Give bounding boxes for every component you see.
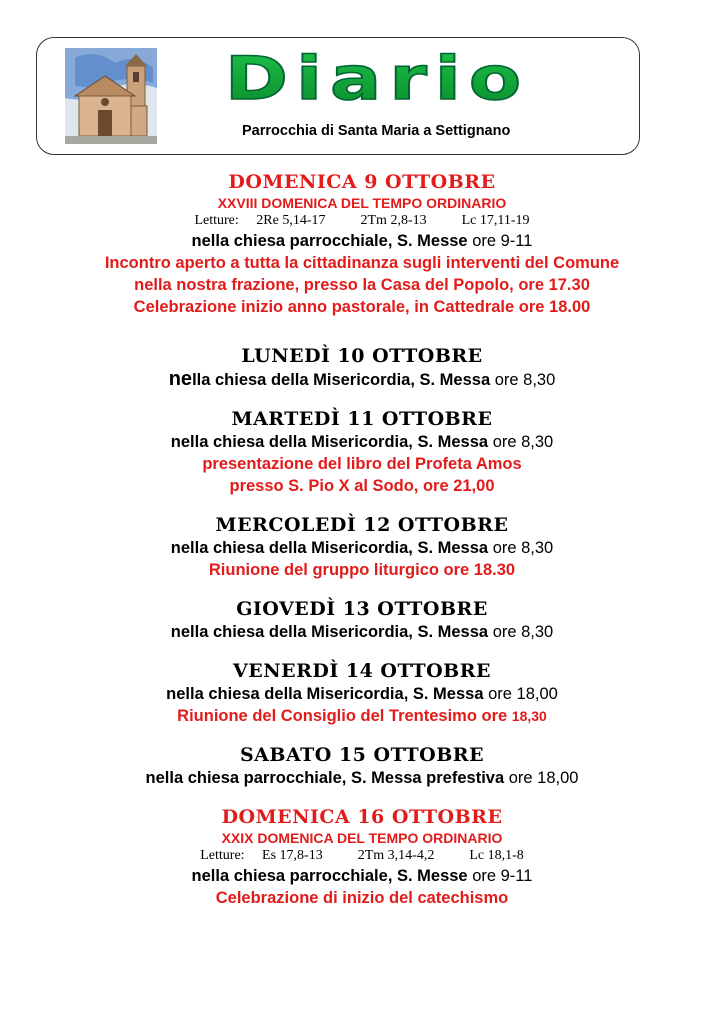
mass-line: nella chiesa parrocchiale, S. Messe ore 9-11 (191, 867, 533, 885)
diario-title (187, 32, 567, 122)
svg-text:Diario: Diario (224, 45, 530, 114)
note-line: Incontro aperto a tutta la cittadinanza sugli interventi del Comune (104, 254, 620, 272)
section-martedi-11 (0, 407, 724, 497)
day-heading: GIOVEDÌ 13 OTTOBRE (236, 598, 488, 620)
section-domenica-16 (0, 805, 724, 909)
note-line: presentazione del libro del Profeta Amos (202, 455, 522, 473)
note-line: nella nostra frazione, presso la Casa del Popolo, ore 17.30 (134, 276, 590, 294)
section-domenica-9 (0, 170, 724, 318)
readings: Letture: 2Re 5,14-17 2Tm 2,8-13 Lc 17,11-19 (194, 213, 530, 228)
church-image (65, 48, 157, 144)
mass-line: nella chiesa parrocchiale, S. Messe ore 9-11 (191, 232, 533, 250)
mass-line: nella chiesa della Misericordia, S. Messa ore 8,30 (170, 539, 554, 557)
schedule (0, 170, 724, 925)
section-mercoledi-12 (0, 513, 724, 581)
readings: Letture: Es 17,8-13 2Tm 3,14-4,2 Lc 18,1-8 (200, 848, 524, 863)
note-line: Celebrazione inizio anno pastorale, in Cattedrale ore 18.00 (133, 298, 591, 316)
section-lunedi-10 (0, 344, 724, 391)
day-heading: VENERDÌ 14 OTTOBRE (233, 660, 491, 682)
note-line: presso S. Pio X al Sodo, ore 21,00 (229, 477, 495, 495)
mass-line: nella chiesa della Misericordia, S. Messa ore 8,30 (170, 433, 554, 451)
note-line: Riunione del gruppo liturgico ore 18.30 (208, 561, 516, 579)
section-giovedi-13 (0, 597, 724, 643)
section-venerdi-14 (0, 659, 724, 727)
mass-line: nella chiesa della Misericordia, S. Messa ore 8,30 (170, 623, 554, 641)
day-heading: MERCOLEDÌ 12 OTTOBRE (215, 514, 509, 536)
mass-line: nella chiesa della Misericordia, S. Messa ore 18,00 (166, 685, 558, 703)
header-box (36, 37, 640, 155)
section-sabato-15 (0, 743, 724, 789)
liturgical-subtitle: XXIX DOMENICA DEL TEMPO ORDINARIO (221, 830, 503, 846)
day-heading: SABATO 15 OTTOBRE (239, 744, 485, 766)
parish-name: Parrocchia di Santa Maria a Settignano (242, 123, 511, 139)
mass-line: nella chiesa della Misericordia, S. Messa ore 8,30 (168, 368, 556, 390)
day-heading: LUNEDÌ 10 OTTOBRE (241, 345, 483, 367)
liturgical-subtitle: XXVIII DOMENICA DEL TEMPO ORDINARIO (217, 195, 507, 211)
mass-line: nella chiesa parrocchiale, S. Messa prefestiva ore 18,00 (145, 769, 579, 787)
day-heading: MARTEDÌ 11 OTTOBRE (231, 408, 493, 430)
note-line: Celebrazione di inizio del catechismo (215, 889, 509, 907)
day-heading: DOMENICA 16 OTTOBRE (221, 806, 503, 828)
note-line: Riunione del Consiglio del Trentesimo ore 18,30 (177, 707, 547, 725)
day-heading: DOMENICA 9 OTTOBRE (228, 171, 496, 193)
